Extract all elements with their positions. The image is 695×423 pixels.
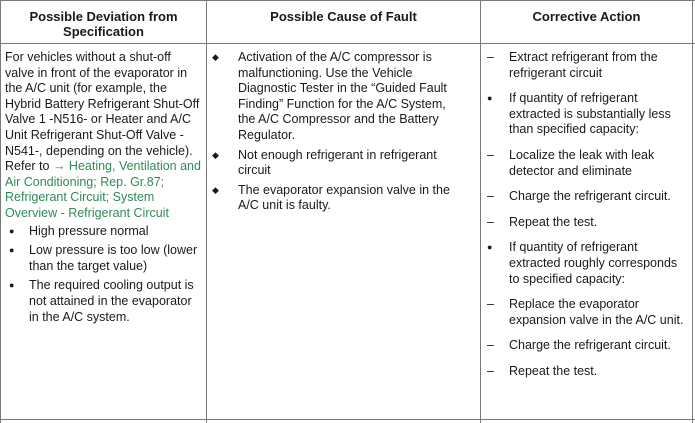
diamond-bullet-icon: ◆	[212, 52, 219, 62]
bullet-icon: ●	[9, 280, 15, 291]
action-text: If quantity of refrigerant extracted is substantially less than specified capacity:	[509, 91, 671, 137]
table-border-bottom	[0, 419, 695, 420]
list-item	[481, 364, 686, 380]
action-text: Replace the evaporator expansion valve in the A/C unit.	[509, 297, 684, 327]
header-action-text: Corrective Action	[532, 9, 641, 24]
cause-text: Not enough refrigerant in refrigerant circuit	[238, 147, 437, 178]
cause-text: The evaporator expansion valve in the A/C unit is faulty.	[238, 182, 450, 213]
list-item	[481, 148, 686, 179]
list-item	[481, 50, 686, 81]
bullet-icon: ●	[9, 225, 15, 236]
dash-icon: –	[487, 147, 494, 162]
deviation-intro-text: For vehicles without a shut-off valve in front of the evaporator in the A/C unit (for example, the Hybrid Battery Refrigerant Shut-Off Valve 1 -N516- or Heater and A/C Unit Refrigerant Shut-Off Valve -N541-, depending on the vehicle). Refer to	[5, 50, 200, 174]
header-cause-text: Possible Cause of Fault	[270, 9, 417, 24]
cause-text: Activation of the A/C compressor is malfunctioning. Use the Vehicle Diagnostic Tester in the “Guided Fault Finding” Function for the A/C System, the A/C Compressor and the Battery Regulator.	[238, 50, 447, 142]
action-text: Charge the refrigerant circuit.	[509, 189, 671, 204]
deviation-intro	[5, 50, 203, 222]
bullet-icon: ●	[487, 93, 493, 104]
bullet-icon: ●	[487, 242, 493, 253]
header-deviation	[1, 0, 206, 43]
diamond-bullet-icon: ◆	[212, 184, 219, 195]
deviation-bullets	[5, 224, 203, 326]
list-item	[5, 278, 203, 325]
column-divider-1	[206, 0, 207, 423]
list-item	[210, 50, 464, 144]
list-item	[481, 240, 686, 287]
table-border-left	[0, 0, 1, 423]
header-divider	[0, 43, 695, 44]
action-text: Charge the refrigerant circuit.	[509, 338, 671, 353]
list-item	[481, 189, 686, 205]
header-deviation-text: Possible Deviation from Specification	[29, 9, 178, 39]
list-item	[481, 297, 686, 328]
diamond-bullet-icon: ◆	[212, 149, 219, 160]
deviation-bullet-text: High pressure normal	[29, 223, 149, 238]
list-item	[5, 224, 203, 240]
list-item	[481, 91, 686, 138]
list-item	[5, 243, 203, 274]
heating-ventilation-link[interactable]: → Heating, Ventilation and Air Conditioning; Rep. Gr.87; Refrigerant Circuit; System Overview - Refrigerant Circuit	[5, 159, 201, 220]
dash-icon: –	[487, 363, 494, 378]
dash-icon: –	[487, 297, 494, 312]
table-border-right	[692, 0, 693, 423]
dash-icon: –	[487, 50, 494, 64]
deviation-bullet-text: The required cooling output is not attained in the evaporator in the A/C system.	[29, 278, 194, 324]
action-text: Repeat the test.	[509, 363, 598, 378]
dash-icon: –	[487, 214, 494, 229]
bullet-icon: ●	[9, 245, 15, 256]
action-cell	[481, 50, 686, 380]
dash-icon: –	[487, 338, 494, 353]
action-text: If quantity of refrigerant extracted roughly corresponds to specified capacity:	[509, 240, 678, 286]
list-item	[481, 215, 686, 231]
dash-icon: –	[487, 189, 494, 204]
action-text: Repeat the test.	[509, 214, 598, 229]
deviation-cell	[5, 50, 203, 329]
list-item	[210, 183, 464, 214]
header-cause	[207, 0, 480, 43]
header-action	[481, 0, 692, 43]
list-item	[210, 148, 464, 179]
action-text: Localize the leak with leak detector and eliminate	[509, 147, 655, 178]
cause-cell	[210, 50, 464, 214]
deviation-bullet-text: Low pressure is too low (lower than the target value)	[29, 243, 198, 273]
action-text: Extract refrigerant from the refrigerant circuit	[509, 50, 658, 80]
list-item	[481, 338, 686, 354]
